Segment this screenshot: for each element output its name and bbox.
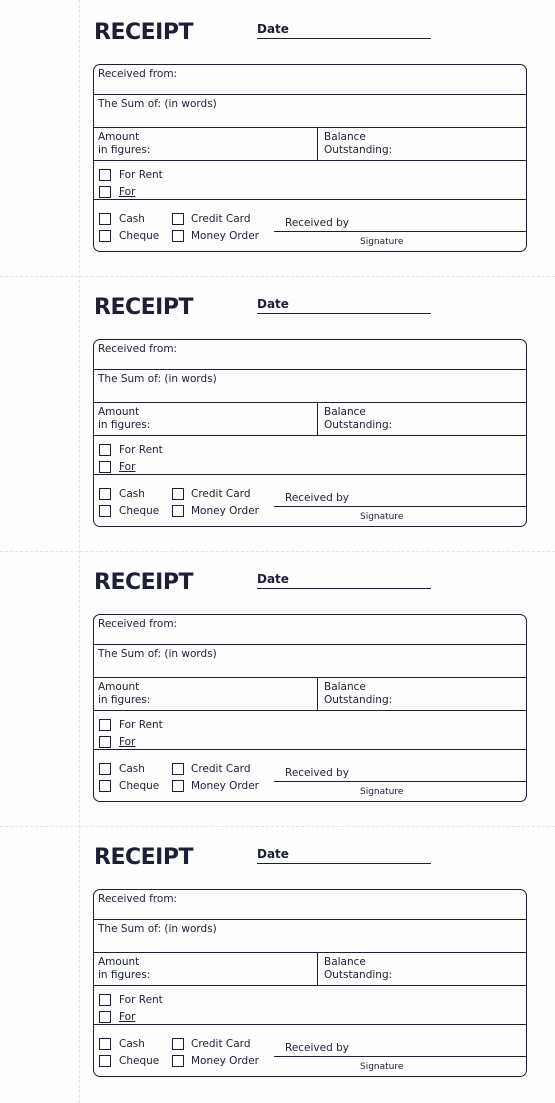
balance-label-line2: Outstanding: (324, 969, 393, 981)
money-order-label: Money Order (191, 230, 259, 242)
sum-in-words-label: The Sum of: (in words) (98, 98, 217, 110)
signature-label: Signature (360, 512, 404, 522)
money-order-label: Money Order (191, 780, 259, 792)
for-rent-checkbox[interactable] (99, 444, 111, 456)
cheque-label: Cheque (119, 1055, 160, 1067)
divider (94, 474, 526, 475)
divider (94, 160, 526, 161)
cheque-label: Cheque (119, 505, 160, 517)
amount-label-line1: Amount (98, 406, 140, 418)
balance-label-line1: Balance (324, 956, 366, 968)
received-from-label: Received from: (98, 68, 178, 80)
balance-label-line2: Outstanding: (324, 694, 393, 706)
receipt-title: RECEIPT (94, 295, 193, 320)
signature-label: Signature (360, 1062, 404, 1072)
receipt-box (93, 64, 527, 252)
receipt-form (0, 825, 555, 1100)
amount-label-line2: in figures: (98, 969, 151, 981)
signature-field[interactable] (274, 1056, 527, 1057)
cash-checkbox[interactable] (99, 213, 111, 225)
cash-label: Cash (119, 488, 145, 500)
date-field[interactable] (257, 313, 431, 314)
sum-in-words-label: The Sum of: (in words) (98, 923, 217, 935)
divider (94, 677, 526, 678)
sum-in-words-label: The Sum of: (in words) (98, 648, 217, 660)
balance-label-line2: Outstanding: (324, 144, 393, 156)
cheque-checkbox[interactable] (99, 230, 111, 242)
balance-label-line1: Balance (324, 131, 366, 143)
for-rent-label: For Rent (119, 994, 163, 1006)
signature-label: Signature (360, 787, 404, 797)
cash-label: Cash (119, 1038, 145, 1050)
credit-card-checkbox[interactable] (172, 763, 184, 775)
amount-label-line1: Amount (98, 681, 140, 693)
divider (317, 127, 318, 160)
date-label: Date (257, 297, 289, 311)
credit-card-label: Credit Card (191, 1038, 251, 1050)
money-order-checkbox[interactable] (172, 230, 184, 242)
amount-label-line1: Amount (98, 131, 140, 143)
date-field[interactable] (257, 863, 431, 864)
received-by-label: Received by (285, 217, 349, 229)
balance-label-line1: Balance (324, 681, 366, 693)
amount-label-line2: in figures: (98, 144, 151, 156)
signature-field[interactable] (274, 781, 527, 782)
for-label: For (119, 736, 136, 748)
cheque-checkbox[interactable] (99, 505, 111, 517)
divider (94, 435, 526, 436)
divider (94, 644, 526, 645)
divider (94, 710, 526, 711)
for-checkbox[interactable] (99, 736, 111, 748)
cheque-checkbox[interactable] (99, 780, 111, 792)
receipt-title: RECEIPT (94, 570, 193, 595)
date-label: Date (257, 572, 289, 586)
receipt-form (0, 275, 555, 550)
credit-card-label: Credit Card (191, 213, 251, 225)
received-from-label: Received from: (98, 343, 178, 355)
divider (94, 1024, 526, 1025)
receipt-box (93, 889, 527, 1077)
date-field[interactable] (257, 588, 431, 589)
cheque-checkbox[interactable] (99, 1055, 111, 1067)
amount-label-line2: in figures: (98, 694, 151, 706)
date-label: Date (257, 847, 289, 861)
money-order-checkbox[interactable] (172, 780, 184, 792)
cash-label: Cash (119, 213, 145, 225)
for-rent-checkbox[interactable] (99, 719, 111, 731)
credit-card-checkbox[interactable] (172, 1038, 184, 1050)
cheque-label: Cheque (119, 230, 160, 242)
received-from-label: Received from: (98, 618, 178, 630)
divider (94, 919, 526, 920)
amount-label-line1: Amount (98, 956, 140, 968)
divider (94, 952, 526, 953)
for-checkbox[interactable] (99, 461, 111, 473)
signature-field[interactable] (274, 506, 527, 507)
credit-card-label: Credit Card (191, 488, 251, 500)
divider (94, 402, 526, 403)
cash-checkbox[interactable] (99, 488, 111, 500)
for-rent-checkbox[interactable] (99, 169, 111, 181)
amount-label-line2: in figures: (98, 419, 151, 431)
for-label: For (119, 461, 136, 473)
divider (317, 952, 318, 985)
received-by-label: Received by (285, 492, 349, 504)
receipt-title: RECEIPT (94, 845, 193, 870)
money-order-checkbox[interactable] (172, 1055, 184, 1067)
for-label: For (119, 186, 136, 198)
balance-label-line1: Balance (324, 406, 366, 418)
divider (94, 749, 526, 750)
received-from-label: Received from: (98, 893, 178, 905)
money-order-checkbox[interactable] (172, 505, 184, 517)
divider (94, 199, 526, 200)
money-order-label: Money Order (191, 1055, 259, 1067)
divider (94, 94, 526, 95)
date-field[interactable] (257, 38, 431, 39)
signature-field[interactable] (274, 231, 527, 232)
divider (317, 402, 318, 435)
cash-checkbox[interactable] (99, 763, 111, 775)
cash-checkbox[interactable] (99, 1038, 111, 1050)
credit-card-label: Credit Card (191, 763, 251, 775)
receipt-box (93, 614, 527, 802)
for-checkbox[interactable] (99, 186, 111, 198)
receipt-form (0, 0, 555, 275)
divider (94, 985, 526, 986)
date-label: Date (257, 22, 289, 36)
for-rent-label: For Rent (119, 719, 163, 731)
balance-label-line2: Outstanding: (324, 419, 393, 431)
divider (94, 127, 526, 128)
for-label: For (119, 1011, 136, 1023)
cheque-label: Cheque (119, 780, 160, 792)
credit-card-checkbox[interactable] (172, 488, 184, 500)
signature-label: Signature (360, 237, 404, 247)
receipt-title: RECEIPT (94, 20, 193, 45)
receipt-box (93, 339, 527, 527)
divider (317, 677, 318, 710)
divider (94, 369, 526, 370)
received-by-label: Received by (285, 767, 349, 779)
credit-card-checkbox[interactable] (172, 213, 184, 225)
receipt-form (0, 550, 555, 825)
for-rent-label: For Rent (119, 444, 163, 456)
for-rent-label: For Rent (119, 169, 163, 181)
received-by-label: Received by (285, 1042, 349, 1054)
for-rent-checkbox[interactable] (99, 994, 111, 1006)
money-order-label: Money Order (191, 505, 259, 517)
sum-in-words-label: The Sum of: (in words) (98, 373, 217, 385)
for-checkbox[interactable] (99, 1011, 111, 1023)
cash-label: Cash (119, 763, 145, 775)
